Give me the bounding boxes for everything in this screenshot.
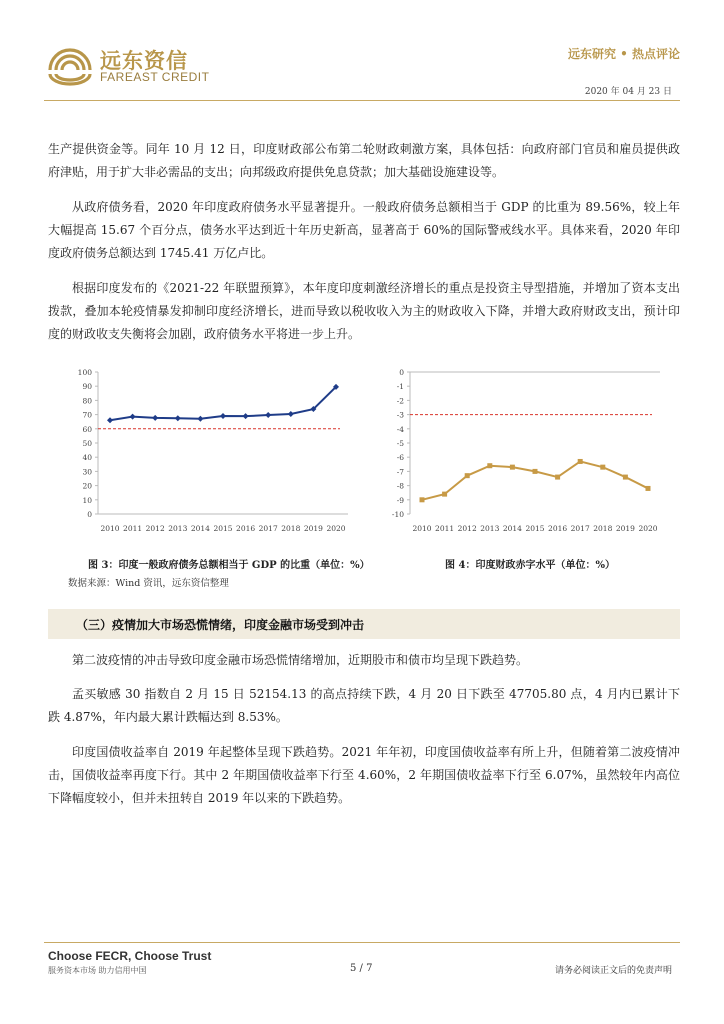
y-tick-label: 90 [82, 382, 92, 392]
x-tick-label: 2010 [100, 524, 120, 533]
section-tag: 远东研究 • 热点评论 [567, 47, 680, 61]
y-tick-label: 50 [82, 439, 92, 448]
y-tick-label: -3 [396, 410, 404, 420]
data-point [107, 417, 113, 423]
x-tick-label: 2020 [326, 524, 346, 533]
x-tick-label: 2012 [145, 524, 165, 533]
x-tick-label: 2012 [457, 524, 477, 533]
x-tick-label: 2019 [303, 524, 323, 533]
footer-slogan: Choose FECR, Choose Trust [48, 949, 212, 963]
data-point [487, 463, 492, 468]
y-tick-label: 100 [77, 368, 92, 377]
x-tick-label: 2019 [615, 524, 635, 533]
data-point [465, 473, 470, 478]
x-tick-label: 2014 [502, 524, 522, 533]
data-point [646, 486, 651, 491]
y-tick-label: 30 [82, 467, 92, 477]
x-tick-label: 2014 [190, 524, 210, 533]
paragraph-bond-yield: 印度国债收益率自 2019 年起整体呈现下跌趋势。2021 年年初，印度国债收益率有所上升，但随着第二波疫情冲击，国债收益率再度下行。其中 2 年期国债收益率下行至 4.60%，2 年期国债收益率下行至 6.07%，虽然较年内高位下降幅度较小，但并未扭转自 2019 年以来的下跌趋势。 [48, 745, 680, 805]
y-tick-label: -6 [396, 453, 404, 463]
header-divider [44, 100, 680, 101]
debt-to-gdp-chart [68, 364, 358, 540]
fiscal-deficit-chart [380, 364, 670, 540]
paragraph-market-panic: 第二波疫情的冲击导致印度金融市场恐慌情绪增加，近期股市和债市均呈现下跌趋势。 [72, 653, 529, 667]
series-line [422, 461, 648, 499]
data-point [600, 465, 605, 470]
data-point [555, 475, 560, 480]
y-tick-label: -10 [391, 510, 404, 519]
x-tick-label: 2018 [281, 524, 301, 533]
paragraph-sensex: 孟买敏感 30 指数自 2 月 15 日 52154.13 的高点持续下跌，4 月 20 日下跌至 47705.80 点，4 月内已累计下跌 4.87%，年内最大累计跌幅达到 8.53%。 [48, 687, 680, 724]
page-number: 5 / 7 [350, 963, 373, 974]
footer-slogan-sub: 服务资本市场 助力信用中国 [48, 966, 147, 975]
data-point [623, 475, 628, 480]
x-tick-label: 2015 [525, 524, 545, 533]
y-tick-label: -1 [396, 382, 404, 392]
x-tick-label: 2017 [570, 524, 590, 533]
data-point [288, 411, 294, 417]
data-point [510, 465, 515, 470]
y-tick-label: -2 [396, 396, 404, 406]
y-tick-label: -4 [396, 424, 404, 434]
figure-3-caption: 图 3：印度一般政府债务总额相当于 GDP 的比重（单位：%） [88, 560, 370, 571]
y-tick-label: 10 [82, 495, 92, 505]
data-point [152, 415, 158, 421]
y-tick-label: 70 [82, 410, 92, 420]
y-tick-label: 20 [82, 481, 92, 491]
x-tick-label: 2013 [480, 524, 500, 533]
y-tick-label: 80 [82, 396, 92, 406]
data-point [175, 415, 181, 421]
paragraph-budget: 根据印度发布的《2021-22 年联盟预算》，本年度印度刺激经济增长的重点是投资主导型措施，并增加了资本支出拨款，叠加本轮疫情暴发抑制印度经济增长，进而导致以税收收入为主的财政收入下降，并增大政府财政支出，预计印度的财政收支失衡将会加剧，政府债务水平将进一步上升。 [48, 281, 680, 341]
footer-disclaimer: 请务必阅读正文后的免责声明 [554, 966, 672, 976]
fareast-credit-logo-icon [44, 40, 96, 86]
figure-4-caption: 图 4：印度财政赤字水平（单位：%） [445, 560, 615, 571]
x-tick-label: 2016 [548, 524, 568, 533]
y-tick-label: 0 [399, 368, 404, 377]
footer-divider [44, 942, 680, 943]
y-tick-label: -5 [396, 439, 404, 448]
y-tick-label: -9 [396, 495, 404, 505]
x-tick-label: 2018 [593, 524, 613, 533]
y-tick-label: 0 [87, 510, 92, 519]
x-tick-label: 2015 [213, 524, 233, 533]
data-point [533, 469, 538, 474]
report-date: 2020 年 04 月 23 日 [584, 87, 672, 97]
data-point [220, 413, 226, 419]
paragraph-stimulus: 生产提供资金等。同年 10 月 12 日，印度财政部公布第二轮财政刺激方案，具体包括：向政府部门官员和雇员提供政府津贴，用于扩大非必需品的支出；向邦级政府提供免息贷款；加大基础设施建设等。 [48, 142, 680, 179]
x-tick-label: 2017 [258, 524, 278, 533]
x-tick-label: 2016 [236, 524, 256, 533]
y-tick-label: 40 [82, 453, 92, 463]
y-tick-label: -8 [396, 481, 404, 491]
x-tick-label: 2020 [638, 524, 658, 533]
x-tick-label: 2011 [123, 524, 143, 533]
x-tick-label: 2010 [412, 524, 432, 533]
data-point [130, 414, 136, 420]
data-point [197, 416, 203, 422]
y-tick-label: 60 [82, 424, 92, 434]
y-tick-label: -7 [396, 467, 404, 477]
brand-name-cn: 远东资信 [100, 49, 188, 73]
data-source-note: 数据来源：Wind 资讯，远东资信整理 [68, 578, 229, 589]
data-point [243, 413, 249, 419]
data-point [420, 497, 425, 502]
data-point [442, 492, 447, 497]
data-point [265, 412, 271, 418]
x-tick-label: 2013 [168, 524, 188, 533]
section-subheading: （三）疫情加大市场恐慌情绪，印度金融市场受到冲击 [76, 618, 365, 632]
data-point [578, 459, 583, 464]
x-tick-label: 2011 [435, 524, 455, 533]
paragraph-debt: 从政府债务看，2020 年印度政府债务水平显著提升。一般政府债务总额相当于 GDP 的比重为 89.56%，较上年大幅提高 15.67 个百分点，债务水平达到近十年历史新高，显著高于 60%的国际警戒线水平。具体来看，2020 年印度政府债务总额达到 1745.41 万亿卢比。 [48, 200, 680, 260]
brand-name-en: FAREAST CREDIT [100, 70, 210, 84]
